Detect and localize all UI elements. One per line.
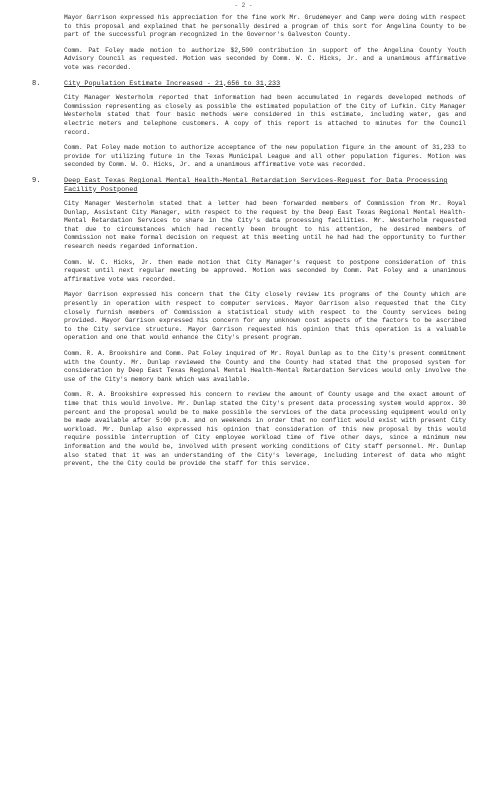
paragraph: Comm. R. A. Brookshire and Comm. Pat Foley inquired of Mr. Royal Dunlap as to the City's present commitment with the County. Mr. Dunlap reviewed the County and the County had stated that the proposed system for consideration by Deep East Texas Regional Mental Health-Mental Retardation Services would only involve the use of the City's memory bank which was available.	[64, 350, 466, 383]
item-number: 8.	[32, 79, 41, 88]
item-title: Deep East Texas Regional Mental Health-Mental Retardation Services-Request for Data Processing Facility Postponed	[64, 176, 448, 194]
paragraph: Comm. R. A. Brookshire expressed his concern to review the amount of County usage and the exact amount of time that this would involve. Mr. Dunlap stated the City's present data processing system would approx. 30 percent and the proposal would be to make possible the services of the data processing equipment would only be made available after 5:00 p.m. and on weekends in order that no conflict would exist with present City workload. Mr. Dunlap also expressed his opinion that consideration of this new proposal by this would require possible interruption of City employee workload time of five other days, since a minimum new information and the would be, involved with present working conditions of City staff personnel. Mr. Dunlap also stated that it was an understanding of the City's leverage, including interest of data who might prevent, the the City could be provide the staff for this service.	[64, 391, 466, 468]
paragraph: Comm. Pat Foley made motion to authorize acceptance of the new population figure in the amount of 31,233 to provide for utilizing future in the Texas Municipal League and all other population figures. Motion was seconded by Comm. W. O. Hicks, Jr. and a unanimous affirmative vote was recorded.	[64, 144, 466, 169]
item-title: City Population Estimate Increased - 21,656 to 31,233	[64, 79, 281, 88]
paragraph: Comm. Pat Foley made motion to authorize $2,500 contribution in support of the Angelina County Youth Advisory Council as requested. Motion was seconded by Comm. W. C. Hicks, Jr. and a unanimous affirmative vote was recorded.	[64, 46, 466, 71]
paragraph: Mayor Garrison expressed his concern that the City closely review its programs of the County which are presently in operation with respect to computer services. Mayor Garrison also requested that the City closely furnish members of Commission a statistical study with respect to the County services being provided. Mayor Garrison expressed his concern for any unknown cost aspects of the factors to be ascribed to the City service structure. Mayor Garrison requested his opinion that this operation is a valuable operation and one that would enhance the City's present program.	[64, 291, 466, 342]
agenda-item-8	[32, 79, 466, 89]
paragraph: Mayor Garrison expressed his appreciation for the fine work Mr. Grudemeyer and Camp were doing with respect to this proposal and explained that he personally desired a program of this sort for Angelina County to be part of the successful program recognized in the Governor's Galveston County.	[64, 14, 466, 39]
paragraph: City Manager Westerholm reported that information had been accumulated in regards developed methods of Commission representing as closely as possible the estimated population of the City of Lufkin. City Manager Westerholm stated that four basic methods were considered in this estimate, including water, gas and electric meters and telephone customers. A copy of this report is attached to minutes for the Council record.	[64, 94, 466, 136]
paragraph: Comm. W. C. Hicks, Jr. then made motion that City Manager's request to postpone consideration of this request until next regular meeting be approved. Motion was seconded by Comm. Pat Foley and a unanimous affirmative vote was recorded.	[64, 258, 466, 283]
minutes-body	[32, 14, 466, 476]
item-number: 9.	[32, 176, 41, 185]
page-number: - 2 -	[234, 2, 253, 9]
agenda-item-9	[32, 176, 466, 194]
paragraph: City Manager Westerholm stated that a letter had been forwarded members of Commission from Mr. Royal Dunlap, Assistant City Manager, with respect to the request by the Deep East Texas Regional Mental Health-Mental Retardation Services to share in the City's data processing facilities. Mr. Westerholm requested that due to circumstances which had recently been brought to his attention, he desired members of Commission not make formal decision on request at this meeting until he had had the opportunity to further research needs regarded information.	[64, 200, 466, 251]
